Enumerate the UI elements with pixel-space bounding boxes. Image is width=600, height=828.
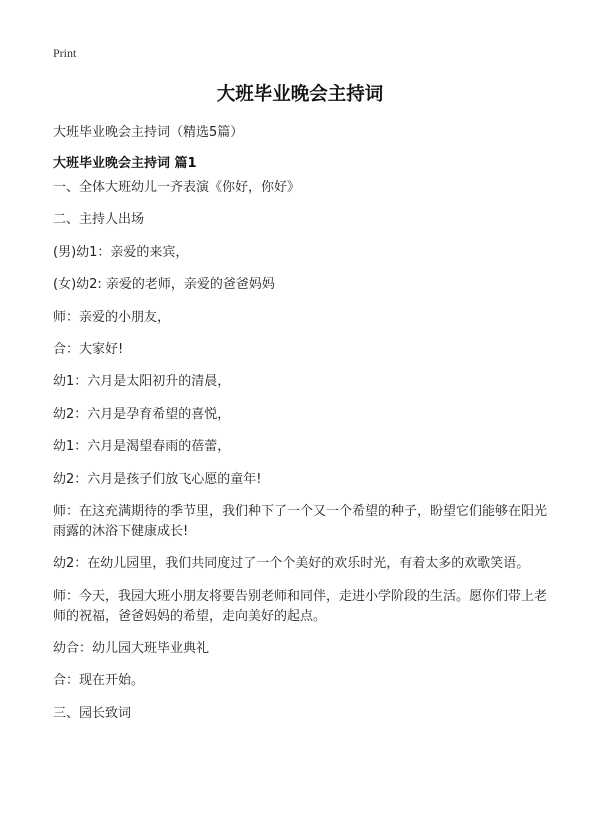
paragraph: 幼2：六月是孩子们放飞心愿的童年! <box>53 471 262 487</box>
paragraph: 合：大家好! <box>53 341 124 357</box>
paragraph: 一、全体大班幼儿一齐表演《你好，你好》 <box>53 180 301 195</box>
paragraph: 幼1：六月是太阳初升的清晨， <box>53 374 231 390</box>
document-title: 大班毕业晚会主持词 <box>216 84 384 105</box>
paragraph: 幼2：六月是孕育希望的喜悦， <box>53 406 231 422</box>
print-link[interactable]: Print <box>53 46 77 60</box>
paragraph: (男)幼1：亲爱的来宾， <box>53 244 189 260</box>
document-subtitle: 大班毕业晚会主持词（精选5篇） <box>53 125 244 140</box>
paragraph: 幼2：在幼儿园里，我们共同度过了一个个美好的欢乐时光，有着太多的欢歌笑语。 <box>53 556 530 572</box>
paragraph: 师：亲爱的小朋友， <box>53 309 171 325</box>
paragraph: (女)幼2: 亲爱的老师，亲爱的爸爸妈妈 <box>53 277 275 293</box>
paragraph: 师：在这充满期待的季节里，我们种下了一个又一个希望的种子，盼望它们能够在阳光雨露的沐浴下健康成长! <box>53 503 548 539</box>
document-body <box>53 178 553 736</box>
paragraph: 幼合：幼儿园大班毕业典礼 <box>53 641 210 657</box>
paragraph: 二、主持人出场 <box>53 212 145 228</box>
paragraph: 合：现在开始。 <box>53 673 145 689</box>
section-heading: 大班毕业晚会主持词 篇1 <box>53 156 197 171</box>
paragraph: 三、园长致词 <box>53 705 132 721</box>
paragraph: 师：今天，我园大班小朋友将要告别老师和同伴，走进小学阶段的生活。愿你们带上老师的祝福，爸爸妈妈的希望，走向美好的起点。 <box>53 588 548 624</box>
paragraph: 幼1：六月是渴望春雨的蓓蕾， <box>53 439 231 455</box>
